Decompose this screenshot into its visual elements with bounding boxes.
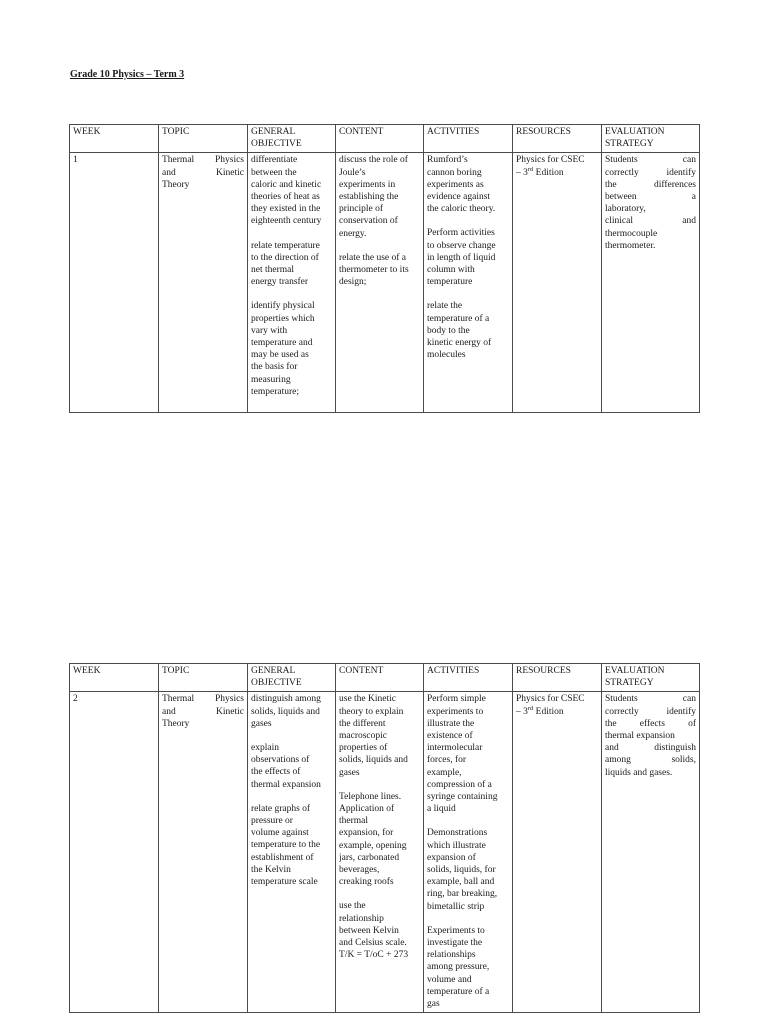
topic-cell: Thermal Physics and Kinetic Theory (159, 692, 248, 1013)
document-title: Grade 10 Physics – Term 3 (70, 69, 185, 80)
resources-cell: Physics for CSEC – 3rd Edition (513, 692, 602, 1013)
header-content: CONTENT (336, 125, 424, 153)
week-row (70, 153, 700, 413)
header-evaluation-strategy: EVALUATION STRATEGY (602, 664, 700, 692)
activities-cell: Perform simple experiments to illustrate the existence of intermolecular forces, for example, compression of a syringe containing a liquid Demonstrations which illustrate expansion of solids, liquids, for example, ball and ring, bar breaking, bimetallic strip Experiments to investigate the relationships among pressure, volume and temperature of a gas (424, 692, 513, 1013)
lesson-plan-table-week-1 (69, 124, 700, 413)
header-general-objective: GENERAL OBJECTIVE (248, 125, 336, 153)
week-cell: 2 (70, 692, 159, 1013)
header-topic: TOPIC (159, 125, 248, 153)
content-cell: use the Kinetic theory to explain the different macroscopic properties of solids, liquids and gases Telephone lines. Application of thermal expansion, for example, opening jars, carbonated beverages, creaking roofs use the relationship between Kelvin and Celsius scale. T/K = T/oC + 273 (336, 692, 424, 1013)
content-cell: discuss the role of Joule’s experiments in establishing the principle of conservation of energy. relate the use of a thermometer to its design; (336, 153, 424, 413)
header-row (70, 125, 700, 153)
week-cell: 1 (70, 153, 159, 413)
header-activities: ACTIVITIES (424, 125, 513, 153)
header-content: CONTENT (336, 664, 424, 692)
objective-cell: differentiate between the caloric and kinetic theories of heat as they existed in the eighteenth century relate temperature to the direction of net thermal energy transfer identify physical properties which vary with temperature and may be used as the basis for measuring temperature; (248, 153, 336, 413)
header-activities: ACTIVITIES (424, 664, 513, 692)
header-row (70, 664, 700, 692)
evaluation-cell: Students can correctly identify the effects of thermal expansion and distinguish among solids, liquids and gases. (602, 692, 700, 1013)
header-topic: TOPIC (159, 664, 248, 692)
resources-cell: Physics for CSEC – 3rd Edition (513, 153, 602, 413)
header-resources: RESOURCES (513, 125, 602, 153)
topic-cell: Thermal Physics and Kinetic Theory (159, 153, 248, 413)
evaluation-cell: Students can correctly identify the differences between a laboratory, clinical and thermocouple thermometer. (602, 153, 700, 413)
header-evaluation-strategy: EVALUATION STRATEGY (602, 125, 700, 153)
week-row (70, 692, 700, 1013)
header-week: WEEK (70, 664, 159, 692)
objective-cell: distinguish among solids, liquids and gases explain observations of the effects of thermal expansion relate graphs of pressure or volume against temperature to the establishment of the Kelvin temperature scale (248, 692, 336, 1013)
header-general-objective: GENERAL OBJECTIVE (248, 664, 336, 692)
header-week: WEEK (70, 125, 159, 153)
activities-cell: Rumford’s cannon boring experiments as evidence against the caloric theory. Perform activities to observe change in length of liquid column with temperature relate the temperature of a body to the kinetic energy of molecules (424, 153, 513, 413)
header-resources: RESOURCES (513, 664, 602, 692)
lesson-plan-table-week-2 (69, 663, 700, 1013)
